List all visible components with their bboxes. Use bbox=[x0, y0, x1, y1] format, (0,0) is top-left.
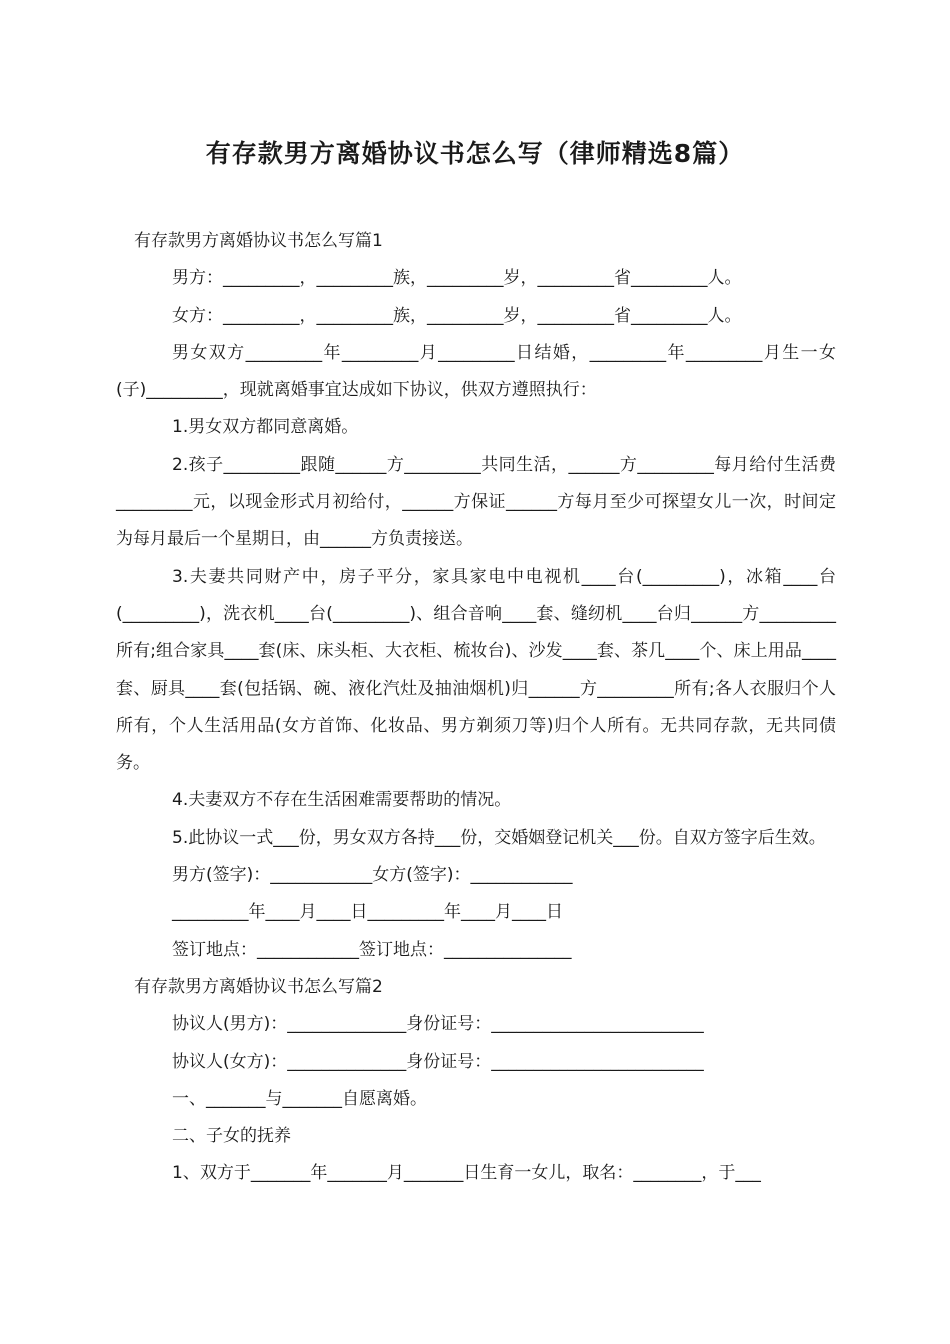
date-line: _________年____月____日_________年____月____日 bbox=[172, 902, 563, 923]
location-line: 签订地点：____________签订地点：_______________ bbox=[172, 939, 572, 960]
clause-5: 5.此协议一式___份，男女双方各持___份，交婚姻登记机关___份。自双方签字后生效。 bbox=[172, 827, 826, 848]
section-heading-1: 有存款男方离婚协议书怎么写篇1 bbox=[134, 231, 383, 251]
article-1: 一、_______与_______自愿离婚。 bbox=[172, 1088, 427, 1109]
party-female-line: 协议人(女方)：______________身份证号：_________________________ bbox=[172, 1051, 704, 1072]
clause-3: 3.夫妻共同财产中，房子平分，家具家电中电视机____台(_________)，冰箱____台(_________)，洗衣机____台(_________)、组合音响____套、缝纫机____台归______方_________所有;组合家具____套(床、床头柜、大衣柜、梳妆台)、沙发____套、茶几____个、床上用品____套、厨具____套(包括锅、碗、液化汽灶及抽油烟机)归______方_________所有;各人衣服归个人所有，个人生活用品(女方首饰、化妆品、男方剃须刀等)归个人所有。无共同存款，无共同债务。 bbox=[116, 566, 836, 774]
section-heading-2: 有存款男方离婚协议书怎么写篇2 bbox=[134, 976, 383, 997]
paragraph-marriage-info: 男女双方_________年_________月_________日结婚，_________年_________月生一女(子)_________，现就离婚事宜达成如下协议，供双方遵照执行： bbox=[116, 342, 836, 401]
clause-4: 4.夫妻双方不存在生活困难需要帮助的情况。 bbox=[172, 790, 512, 811]
article-2-heading: 二、子女的抚养 bbox=[172, 1126, 291, 1147]
document-title: 有存款男方离婚协议书怎么写（律师精选8篇） bbox=[205, 139, 745, 168]
document-body bbox=[116, 223, 836, 1193]
article-2-item-1: 1、双方于_______年_______月_______日生育一女儿，取名：________，于___ bbox=[172, 1163, 761, 1184]
clause-2: 2.孩子_________跟随______方_________共同生活，______方_________每月给付生活费_________元，以现金形式月初给付，______方保证______方每月至少可探望女儿一次，时间定为每月最后一个星期日，由______方负责接送。 bbox=[116, 454, 836, 550]
signature-line: 男方(签字)：____________女方(签字)：____________ bbox=[172, 865, 573, 886]
party-male-line: 协议人(男方)：______________身份证号：_________________________ bbox=[172, 1014, 704, 1035]
paragraph-male-party: 男方：_________，_________族，_________岁，_________省_________人。 bbox=[172, 268, 742, 289]
paragraph-female-party: 女方：_________，_________族，_________岁，_________省_________人。 bbox=[172, 305, 742, 326]
clause-1: 1.男女双方都同意离婚。 bbox=[172, 417, 359, 438]
